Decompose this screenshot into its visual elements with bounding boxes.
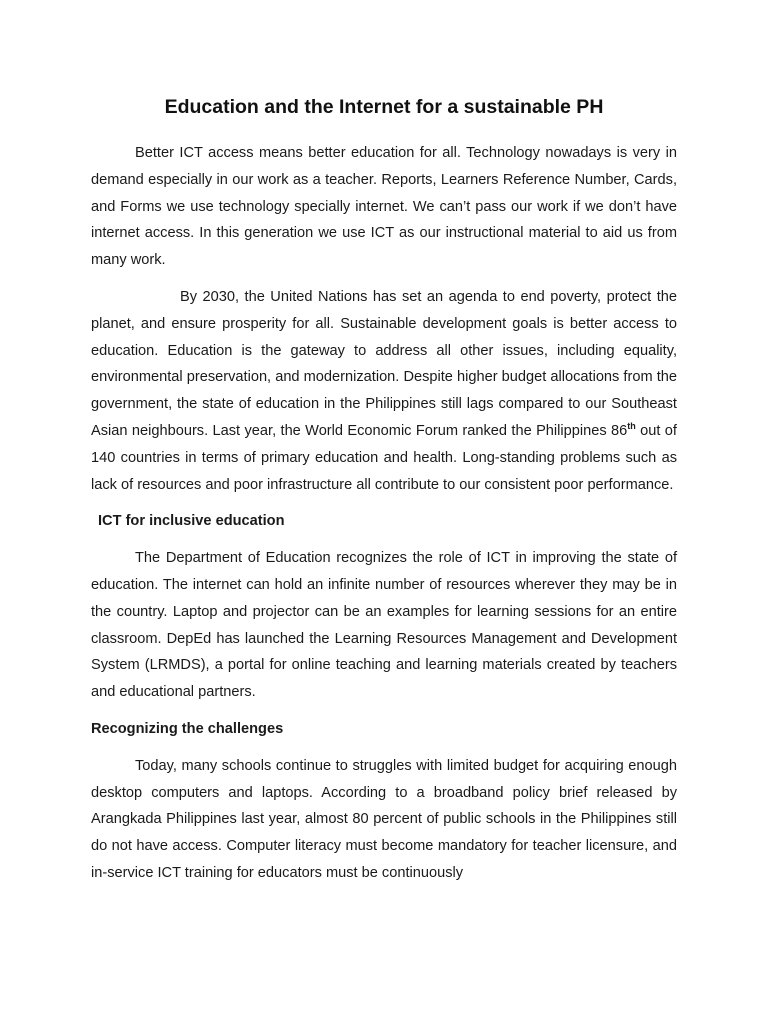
paragraph-text: out of 140 countries in terms of primary education and health. Long-standing problems such as lack of resources and poor infrastructure all contribute to our consistent poor performance. (91, 422, 677, 493)
paragraph-text: By 2030, the United Nations has set an agenda to end poverty, protect the planet, and ensure prosperity for all. Sustainable development goals is better access to education. Education is the gateway to address all other issues, including equality, environmental preservation, and modernization. Despite higher budget allocations from the government, the state of education in the Philippines still lags compared to our Southeast Asian neighbours. Last year, the World Economic Forum ranked the Philippines 86 (91, 288, 677, 439)
ordinal-superscript: th (627, 420, 636, 431)
paragraph-challenges: Today, many schools continue to struggles with limited budget for acquiring enough desktop computers and laptops. According to a broadband policy brief released by Arangkada Philippines last year, almost 80 percent of public schools in the Philippines still do not have access. Computer literacy must become mandatory for teacher licensure, and in-service ICT training for educators must be continuously (91, 757, 677, 881)
section-heading-ict: ICT for inclusive education (98, 513, 285, 530)
document-title: Education and the Internet for a sustainable PH (164, 96, 604, 118)
document-body (91, 140, 677, 887)
paragraph-deped-ict: The Department of Education recognizes the role of ICT in improving the state of education. The internet can hold an infinite number of resources wherever they may be in the country. Laptop and projector can be an examples for learning sessions for an entire classroom. DepEd has launched the Learning Resources Management and Development System (LRMDS), a portal for online teaching and learning materials created by teachers and educational partners. (91, 550, 677, 701)
paragraph-sustainable-development (91, 284, 677, 498)
paragraph-ict-access: Better ICT access means better education for all. Technology nowadays is very in demand especially in our work as a teacher. Reports, Learners Reference Number, Cards, and Forms we use technology specially internet. We can’t pass our work if we don’t have internet access. In this generation we use ICT as our instructional material to aid us from many work. (91, 145, 677, 269)
section-heading-challenges: Recognizing the challenges (91, 720, 284, 737)
